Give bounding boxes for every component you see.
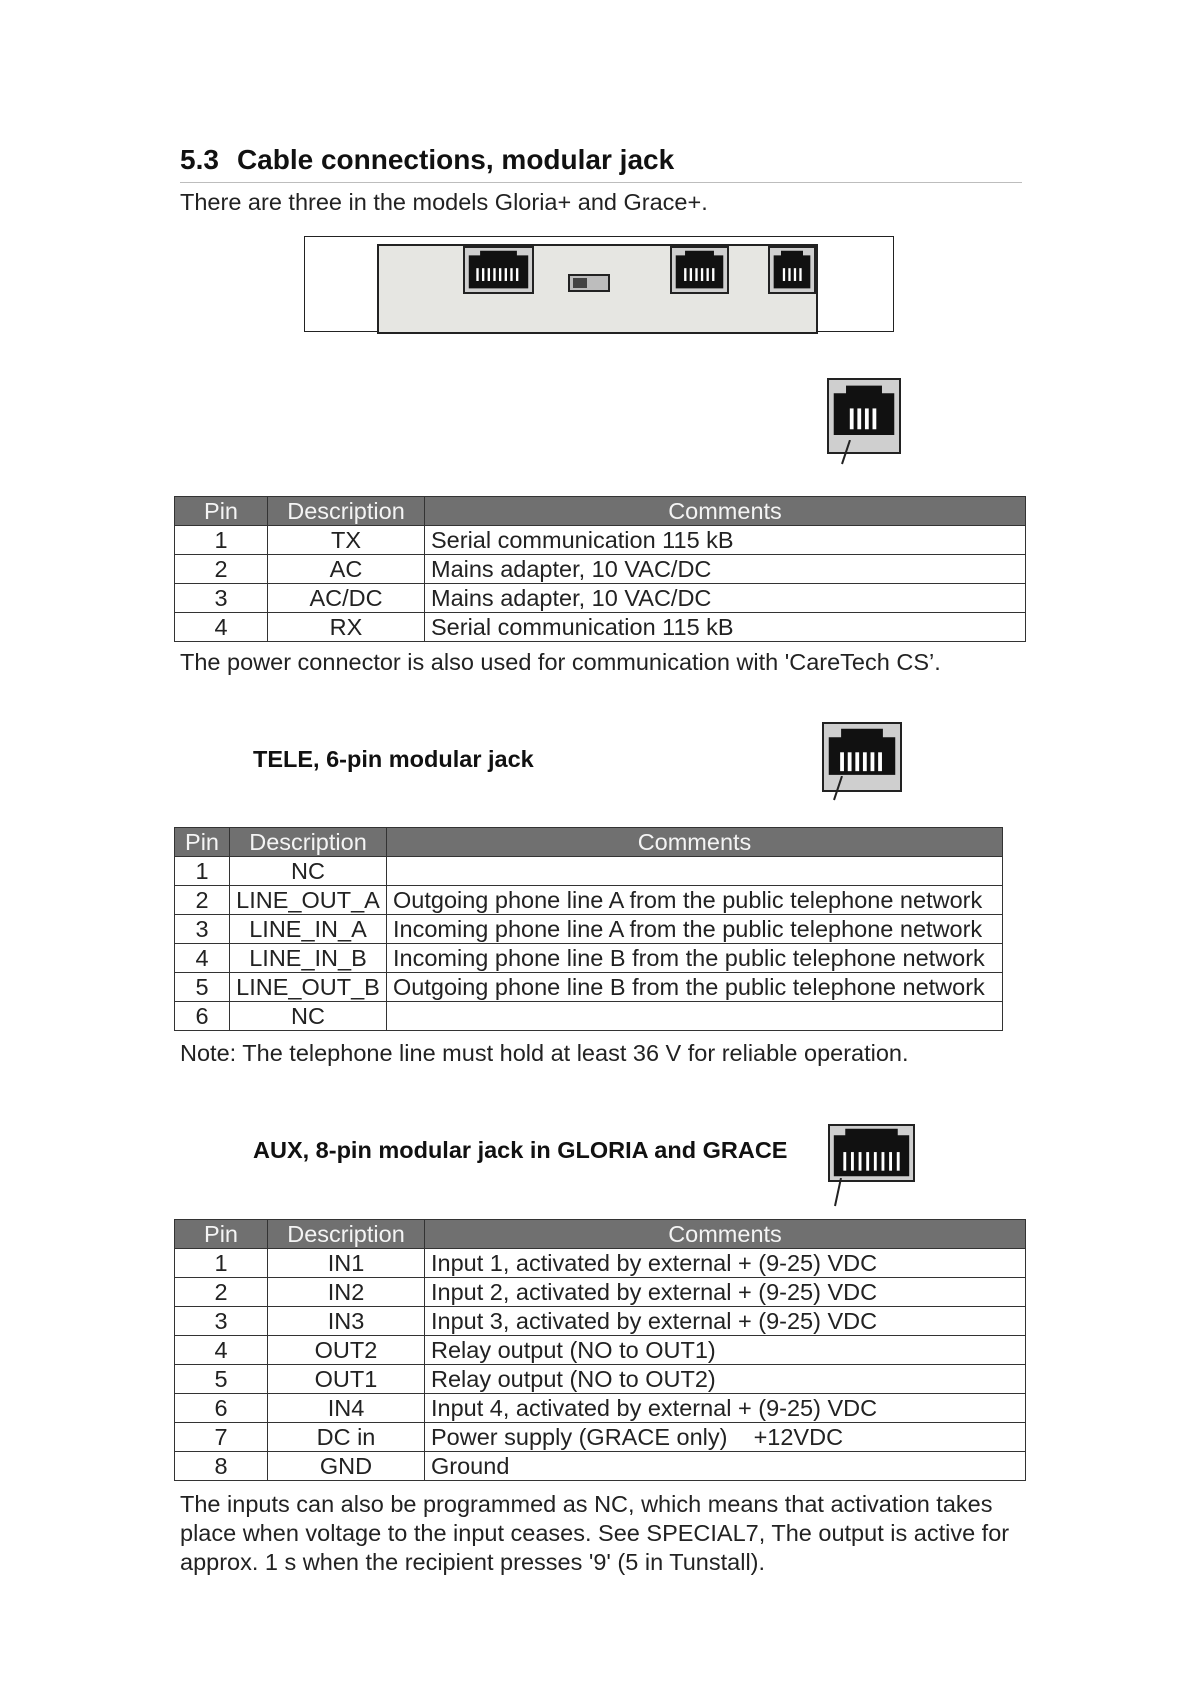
- cell-pin: 3: [175, 584, 268, 613]
- cell-comments: Outgoing phone line A from the public telephone network: [387, 886, 1003, 915]
- table-row: [175, 886, 1003, 915]
- table-row: [175, 973, 1003, 1002]
- cell-pin: 3: [175, 1307, 268, 1336]
- aux-jack-pin1-marker: [831, 1178, 847, 1208]
- table-row: [175, 526, 1026, 555]
- cell-description: OUT2: [268, 1336, 425, 1365]
- table-row: [175, 857, 1003, 886]
- header-description: Description: [268, 497, 425, 526]
- cell-pin: 6: [175, 1394, 268, 1423]
- cell-comments: Serial communication 115 kB: [425, 613, 1026, 642]
- modular-jack-8pin-icon: [828, 1124, 915, 1182]
- cell-pin: 2: [175, 555, 268, 584]
- rj11-jack-icon: [768, 246, 816, 294]
- rj45-jack-icon: [463, 246, 534, 294]
- cell-pin: 6: [175, 1002, 230, 1031]
- cell-pin: 1: [175, 1249, 268, 1278]
- table-row: [175, 555, 1026, 584]
- table-row: [175, 1452, 1026, 1481]
- section-number: 5.3: [180, 144, 219, 175]
- cell-comments: Ground: [425, 1452, 1026, 1481]
- power-switch: [568, 274, 610, 292]
- cell-description: OUT1: [268, 1365, 425, 1394]
- table-row: [175, 1423, 1026, 1452]
- cell-comments: Outgoing phone line B from the public telephone network: [387, 973, 1003, 1002]
- cell-pin: 2: [175, 886, 230, 915]
- aux-title: AUX, 8-pin modular jack in GLORIA and GRACE: [253, 1137, 788, 1163]
- cell-pin: 5: [175, 1365, 268, 1394]
- cell-description: AC/DC: [268, 584, 425, 613]
- cell-description: DC in: [268, 1423, 425, 1452]
- section-title-text: Cable connections, modular jack: [236, 144, 675, 175]
- table-row: [175, 613, 1026, 642]
- cell-description: LINE_OUT_A: [230, 886, 387, 915]
- header-comments: Comments: [425, 497, 1026, 526]
- cell-comments: Mains adapter, 10 VAC/DC: [425, 555, 1026, 584]
- tele-note: Note: The telephone line must hold at least 36 V for reliable operation.: [180, 1040, 909, 1066]
- table-header-row: [175, 497, 1026, 526]
- cell-description: GND: [268, 1452, 425, 1481]
- cell-description: LINE_IN_B: [230, 944, 387, 973]
- cell-comments: Serial communication 115 kB: [425, 526, 1026, 555]
- cell-comments: Power supply (GRACE only) +12VDC: [425, 1423, 1026, 1452]
- cell-pin: 5: [175, 973, 230, 1002]
- aux-note-line-3: approx. 1 s when the recipient presses '9' (5 in Tunstall).: [180, 1549, 766, 1575]
- cell-description: IN3: [268, 1307, 425, 1336]
- cell-comments: Input 1, activated by external + (9-25) VDC: [425, 1249, 1026, 1278]
- cell-pin: 1: [175, 526, 268, 555]
- cell-pin: 7: [175, 1423, 268, 1452]
- cell-description: AC: [268, 555, 425, 584]
- cell-description: LINE_OUT_B: [230, 973, 387, 1002]
- tele-pin-table: [174, 827, 1003, 1031]
- power-note: The power connector is also used for communication with 'CareTech CS’.: [180, 649, 941, 675]
- header-description: Description: [268, 1220, 425, 1249]
- cell-description: TX: [268, 526, 425, 555]
- header-pin: Pin: [175, 828, 230, 857]
- table-header-row: [175, 1220, 1026, 1249]
- cell-pin: 4: [175, 1336, 268, 1365]
- cell-description: IN1: [268, 1249, 425, 1278]
- cell-pin: 2: [175, 1278, 268, 1307]
- table-header-row: [175, 828, 1003, 857]
- cell-comments: Incoming phone line A from the public telephone network: [387, 915, 1003, 944]
- cell-pin: 1: [175, 857, 230, 886]
- cell-description: NC: [230, 857, 387, 886]
- table-row: [175, 1249, 1026, 1278]
- table-row: [175, 944, 1003, 973]
- tele-title: TELE, 6-pin modular jack: [253, 746, 534, 772]
- table-row: [175, 1336, 1026, 1365]
- table-row: [175, 1307, 1026, 1336]
- cell-pin: 4: [175, 613, 268, 642]
- header-pin: Pin: [175, 1220, 268, 1249]
- header-comments: Comments: [387, 828, 1003, 857]
- rj12-jack-icon: [670, 246, 729, 294]
- cell-pin: 4: [175, 944, 230, 973]
- intro-text: There are three in the models Gloria+ and Grace+.: [180, 189, 708, 215]
- power-pin-table: [174, 496, 1026, 642]
- table-row: [175, 1278, 1026, 1307]
- cell-comments: Input 4, activated by external + (9-25) VDC: [425, 1394, 1026, 1423]
- cell-comments: Incoming phone line B from the public telephone network: [387, 944, 1003, 973]
- cell-pin: 8: [175, 1452, 268, 1481]
- table-row: [175, 1002, 1003, 1031]
- header-pin: Pin: [175, 497, 268, 526]
- table-row: [175, 584, 1026, 613]
- table-row: [175, 1365, 1026, 1394]
- cell-comments: Mains adapter, 10 VAC/DC: [425, 584, 1026, 613]
- cell-description: RX: [268, 613, 425, 642]
- cell-comments: Relay output (NO to OUT1): [425, 1336, 1026, 1365]
- header-description: Description: [230, 828, 387, 857]
- aux-note-line-1: The inputs can also be programmed as NC, which means that activation takes: [180, 1491, 993, 1517]
- table-row: [175, 915, 1003, 944]
- table-row: [175, 1394, 1026, 1423]
- cell-description: NC: [230, 1002, 387, 1031]
- cell-comments: [387, 857, 1003, 886]
- title-divider: [180, 182, 1022, 183]
- cell-description: LINE_IN_A: [230, 915, 387, 944]
- cell-comments: Relay output (NO to OUT2): [425, 1365, 1026, 1394]
- cell-description: IN2: [268, 1278, 425, 1307]
- cell-comments: Input 2, activated by external + (9-25) VDC: [425, 1278, 1026, 1307]
- cell-pin: 3: [175, 915, 230, 944]
- cell-comments: [387, 1002, 1003, 1031]
- header-comments: Comments: [425, 1220, 1026, 1249]
- section-title: [180, 144, 674, 176]
- cell-description: IN4: [268, 1394, 425, 1423]
- aux-pin-table: [174, 1219, 1026, 1481]
- aux-note-line-2: place when voltage to the input ceases. See SPECIAL7, The output is active for: [180, 1520, 1010, 1546]
- power-jack-pin1-marker: [838, 440, 854, 466]
- cell-comments: Input 3, activated by external + (9-25) VDC: [425, 1307, 1026, 1336]
- tele-jack-pin1-marker: [830, 776, 846, 802]
